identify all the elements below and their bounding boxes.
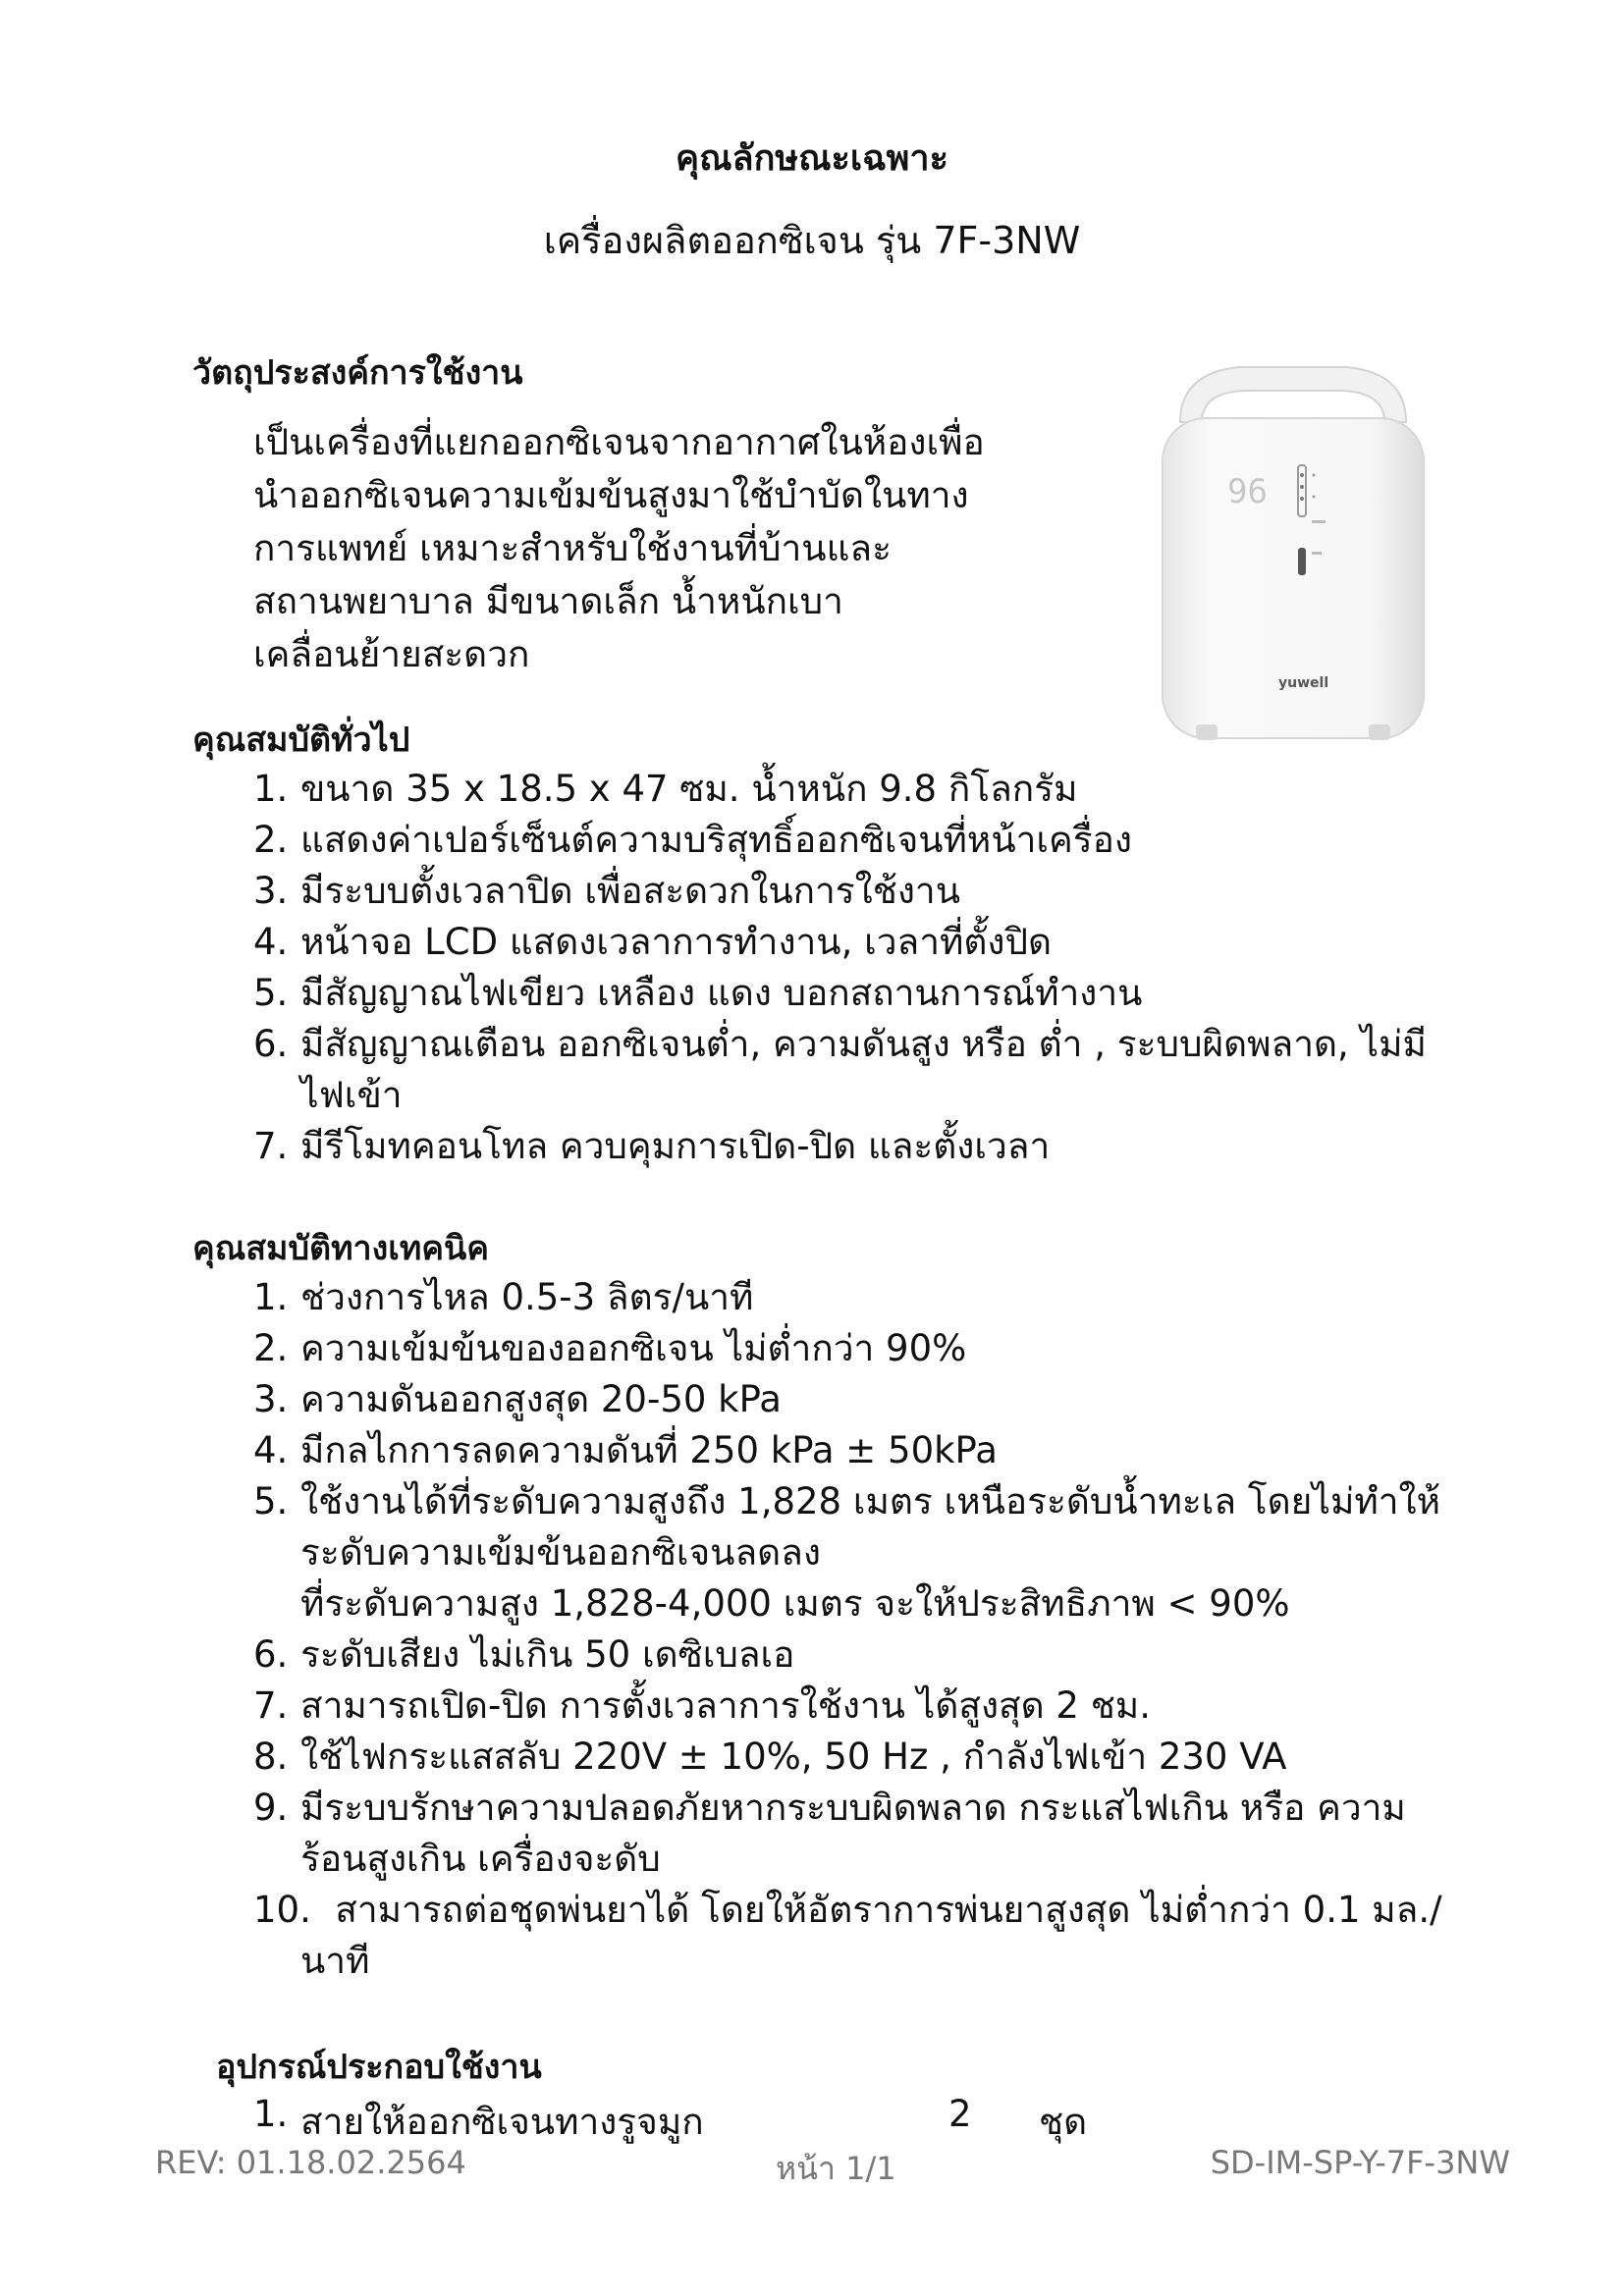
footer-page-number: หน้า 1/1 [776,2150,896,2187]
purpose-heading: วัตถุประสงค์การใช้งาน [192,353,523,393]
list-item: 4. มีกลไกการลดความดันที่ 250 kPa ± 50kPa [253,1429,998,1471]
equipment-unit: ชุด [1039,2101,1088,2143]
document-subtitle: เครื่องผลิตออกซิเจน รุ่น 7F-3NW [543,219,1081,262]
equipment-name: สายให้ออกซิเจนทางรูจมูก [300,2101,704,2143]
technical-heading: คุณสมบัติทางเทคนิค [192,1229,489,1268]
device-display-readout: 96 [1227,472,1268,511]
footer-document-code: SD-IM-SP-Y-7F-3NW [1210,2144,1510,2181]
list-item: 2. แสดงค่าเปอร์เซ็นต์ความบริสุทธิ์ออกซิเจนที่หน้าเครื่อง [253,819,1132,861]
purpose-line: เป็นเครื่องที่แยกออกซิเจนจากอากาศในห้องเพื่อ [253,421,985,463]
list-item: 1. ขนาด 35 x 18.5 x 47 ซม. น้ำหนัก 9.8 กิโลกรัม [253,768,1078,810]
document-title: คุณลักษณะเฉพาะ [676,138,948,179]
purpose-line: สถานพยาบาล มีขนาดเล็ก น้ำหนักเบา [253,580,843,622]
list-item: 1. ช่วงการไหล 0.5-3 ลิตร/นาที [253,1276,754,1318]
oxygen-concentrator-image [1141,353,1445,766]
list-item: 9. มีระบบรักษาความปลอดภัยหากระบบผิดพลาด กระแสไฟเกิน หรือ ความ ร้อนสูงเกิน เครื่องจะดับ [253,1787,1406,1880]
list-item: 3. มีระบบตั้งเวลาปิด เพื่อสะดวกในการใช้งาน [253,870,960,912]
general-heading: คุณสมบัติทั่วไป [192,721,410,760]
list-item: 5. มีสัญญาณไฟเขียว เหลือง แดง บอกสถานการณ์ทำงาน [253,972,1143,1014]
technical-list [253,1272,1442,1987]
purpose-line: การแพทย์ เหมาะสำหรับใช้งานที่บ้านและ [253,527,892,569]
equipment-qty: 2 [948,2093,972,2135]
footer-revision: REV: 01.18.02.2564 [155,2144,466,2181]
purpose-line: เคลื่อนย้ายสะดวก [253,633,530,675]
list-item: 7. สามารถเปิด-ปิด การตั้งเวลาการใช้งาน ได้สูงสุด 2 ชม. [253,1684,1151,1727]
purpose-line: นำออกซิเจนความเข้มข้นสูงมาใช้บำบัดในทาง [253,474,969,516]
general-list [253,764,1427,1172]
device-brand-label: yuwell [1278,675,1329,691]
list-item: 6. ระดับเสียง ไม่เกิน 50 เดซิเบลเอ [253,1633,795,1676]
list-item: 10. สามารถต่อชุดพ่นยาได้ โดยให้อัตราการพ่นยาสูงสุด ไม่ต่ำกว่า 0.1 มล./ นาที [253,1889,1442,1982]
list-item: 7. มีรีโมทคอนโทล ควบคุมการเปิด-ปิด และตั้งเวลา [253,1125,1051,1167]
list-item: 5. ใช้งานได้ที่ระดับความสูงถึง 1,828 เมตร เหนือระดับน้ำทะเล โดยไม่ทำให้ ระดับความเข้มข้นออกซิเจนลดลง ที่ระดับความสูง 1,828-4,000 เมตร จะให้ประสิทธิภาพ < 90% [253,1480,1440,1625]
list-item: 4. หน้าจอ LCD แสดงเวลาการทำงาน, เวลาที่ตั้งปิด [253,921,1052,963]
list-item: 3. ความดันออกสูงสุด 20-50 kPa [253,1378,782,1420]
equipment-heading: อุปกรณ์ประกอบใช้งาน [216,2048,542,2087]
purpose-paragraph [253,416,985,681]
equipment-num: 1. [253,2093,289,2135]
list-item: 2. ความเข้มข้นของออกซิเจน ไม่ต่ำกว่า 90% [253,1327,967,1369]
list-item: 6. มีสัญญาณเตือน ออกซิเจนต่ำ, ความดันสูง หรือ ต่ำ , ระบบผิดพลาด, ไม่มี ไฟเข้า [253,1023,1427,1116]
equipment-row [253,2093,1137,2144]
list-item: 8. ใช้ไฟกระแสสลับ 220V ± 10%, 50 Hz , กำลังไฟเข้า 230 VA [253,1735,1287,1778]
